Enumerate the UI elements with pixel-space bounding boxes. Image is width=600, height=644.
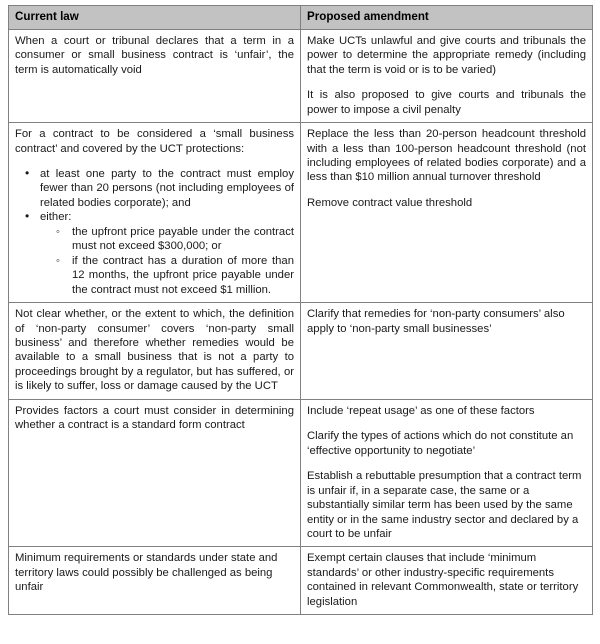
paragraph: Minimum requirements or standards under state and territory laws could possibly be challenged as being unfair: [15, 552, 278, 594]
column-header-current-law: Current law: [9, 6, 301, 30]
cell-current-law-4: [9, 399, 301, 547]
bullet-list: [15, 167, 294, 297]
comparison-table: [8, 5, 593, 615]
table-row: [9, 303, 593, 400]
sub-list-item: ◦ if the contract has a duration of more than 12 months, the upfront price payable under the contract must not exceed $1 million.: [40, 254, 294, 297]
cell-proposed-amendment-2: [301, 123, 593, 303]
cell-current-law-2: [9, 123, 301, 303]
paragraph-intro: For a contract to be considered a ‘small business contract’ and covered by the UCT protections:: [15, 128, 294, 155]
paragraph: Establish a rebuttable presumption that a contract term is unfair if, in a separate case, the same or a substantially similar term has been used by the same entity or in the same industry sector and declared by a court to be unfair: [307, 470, 582, 540]
column-header-proposed-amendment: Proposed amendment: [301, 6, 593, 30]
table-row: [9, 123, 593, 303]
table-header: [9, 6, 593, 30]
cell-current-law-5: [9, 547, 301, 615]
sub-bullet-list: [40, 225, 294, 297]
cell-proposed-amendment-5: [301, 547, 593, 615]
cell-current-law-1: [9, 29, 301, 122]
paragraph: Exempt certain clauses that include ‘minimum standards’ or other industry-specific requirements contained in relevant Commonwealth, state or territory legislation: [307, 552, 579, 608]
paragraph: It is also proposed to give courts and tribunals the power to impose a civil penalty: [307, 89, 586, 116]
table-body: [9, 29, 593, 614]
table-header-row: [9, 6, 593, 30]
paragraph: Remove contract value threshold: [307, 196, 473, 209]
paragraph: Not clear whether, or the extent to which, the definition of ‘non-party consumer’ covers ‘non-party small business’ and therefore whether remedies would be available to a small business that is not a party to proceedings brought by a regulator, but has suffered, or is likely to suffer, loss or damage caused by the UCT: [15, 308, 294, 393]
cell-proposed-amendment-1: [301, 29, 593, 122]
paragraph: Clarify that remedies for ‘non-party consumers’ also apply to ‘non-party small businesses’: [307, 308, 565, 335]
list-item-label: either:: [40, 211, 72, 224]
paragraph: Clarify the types of actions which do not constitute an ‘effective opportunity to negotiate’: [307, 430, 574, 457]
list-item: [15, 210, 294, 297]
table-row: [9, 399, 593, 547]
cell-current-law-3: [9, 303, 301, 400]
paragraph: Make UCTs unlawful and give courts and tribunals the power to determine the appropriate remedy (including that the term is void or is to be varied): [307, 34, 586, 76]
paragraph: When a court or tribunal declares that a term in a consumer or small business contract is ‘unfair’, the term is automatically void: [15, 34, 294, 76]
paragraph: Provides factors a court must consider in determining whether a contract is a standard form contract: [15, 404, 294, 432]
table-row: [9, 547, 593, 615]
paragraph: Include ‘repeat usage’ as one of these factors: [307, 404, 535, 417]
table-row: [9, 29, 593, 122]
sub-list-item: ◦ the upfront price payable under the contract must not exceed $300,000; or: [40, 225, 294, 254]
list-item: • at least one party to the contract must employ fewer than 20 persons (not including employees of related bodies corporate); and: [15, 167, 294, 210]
cell-proposed-amendment-3: [301, 303, 593, 400]
cell-proposed-amendment-4: [301, 399, 593, 547]
paragraph: Replace the less than 20-person headcount threshold with a less than 100-person headcount threshold (not including employees of related bodies corporate) and a less than $10 million annual turnover threshold: [307, 128, 586, 184]
